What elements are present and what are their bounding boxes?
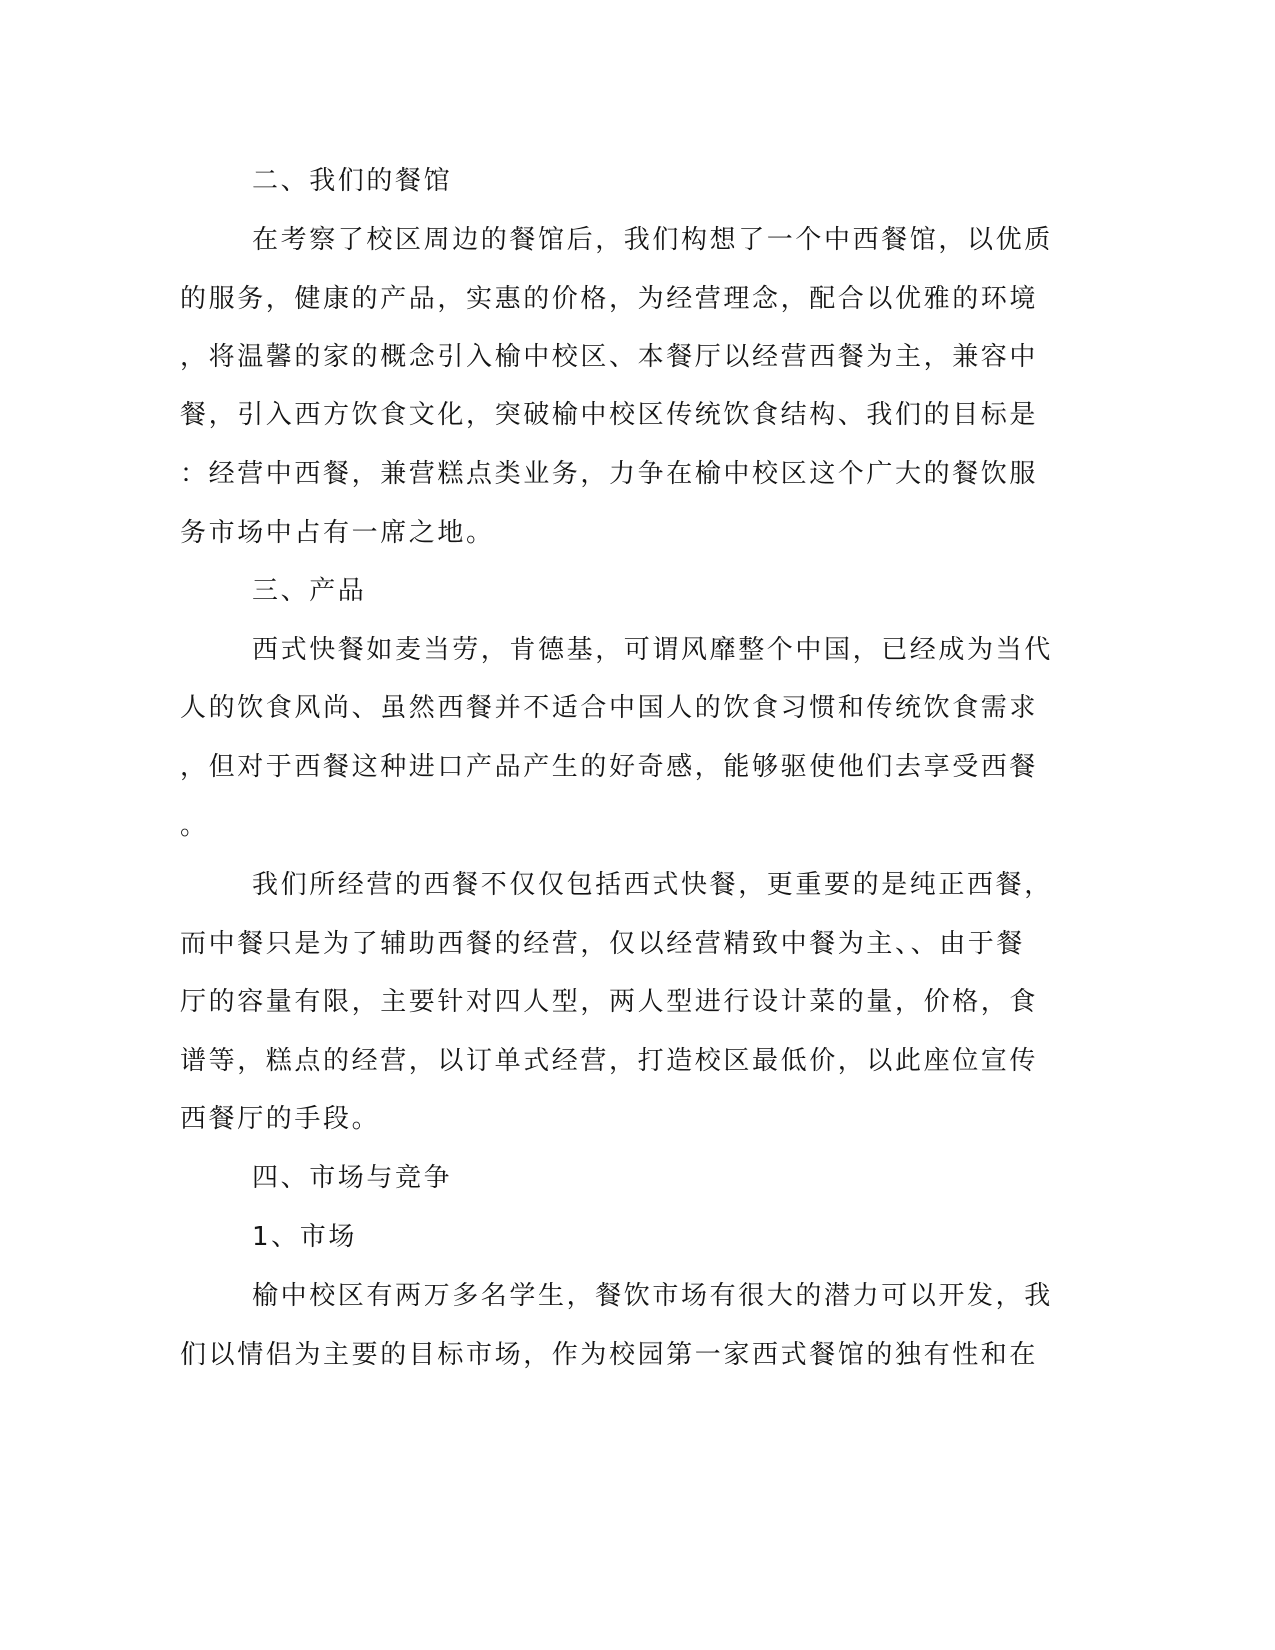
paragraph-line: 西餐厅的手段。 xyxy=(180,1104,381,1134)
paragraph-line: 在考察了校区周边的餐馆后，我们构想了一个中西餐馆，以优质 xyxy=(252,225,1053,255)
paragraph-line: 餐，引入西方饮食文化，突破榆中校区传统饮食结构、我们的目标是 xyxy=(180,400,1039,430)
paragraph-line: ：经营中西餐，兼营糕点类业务，力争在榆中校区这个广大的餐饮服 xyxy=(180,459,1039,489)
section-heading-products: 三、产品 xyxy=(252,576,367,606)
paragraph-line: 。 xyxy=(180,811,209,841)
paragraph-line: 西式快餐如麦当劳，肯德基，可谓风靡整个中国，已经成为当代 xyxy=(252,635,1053,665)
paragraph-line: 们以情侣为主要的目标市场，作为校园第一家西式餐馆的独有性和在 xyxy=(180,1340,1039,1370)
paragraph-line: 厅的容量有限，主要针对四人型，两人型进行设计菜的量，价格，食 xyxy=(180,987,1039,1017)
section-heading-market-competition: 四、市场与竞争 xyxy=(252,1163,453,1193)
paragraph-line: 务市场中占有一席之地。 xyxy=(180,518,495,548)
paragraph-line: 我们所经营的西餐不仅仅包括西式快餐，更重要的是纯正西餐， xyxy=(252,870,1053,900)
paragraph-line: 而中餐只是为了辅助西餐的经营，仅以经营精致中餐为主、、由于餐 xyxy=(180,929,1026,959)
paragraph-line: 榆中校区有两万多名学生，餐饮市场有很大的潜力可以开发，我 xyxy=(252,1281,1053,1311)
paragraph-line: 的服务，健康的产品，实惠的价格，为经营理念，配合以优雅的环境 xyxy=(180,284,1039,314)
paragraph-line: 人的饮食风尚、虽然西餐并不适合中国人的饮食习惯和传统饮食需求 xyxy=(180,693,1039,723)
section-heading-restaurant: 二、我们的餐馆 xyxy=(252,166,453,196)
paragraph-line: ，将温馨的家的概念引入榆中校区、本餐厅以经营西餐为主，兼容中 xyxy=(180,342,1039,372)
paragraph-line: ，但对于西餐这种进口产品产生的好奇感，能够驱使他们去享受西餐 xyxy=(180,752,1039,782)
subsection-heading-market: 1、市场 xyxy=(252,1222,357,1252)
paragraph-line: 谱等，糕点的经营，以订单式经营，打造校区最低价，以此座位宣传 xyxy=(180,1046,1039,1076)
